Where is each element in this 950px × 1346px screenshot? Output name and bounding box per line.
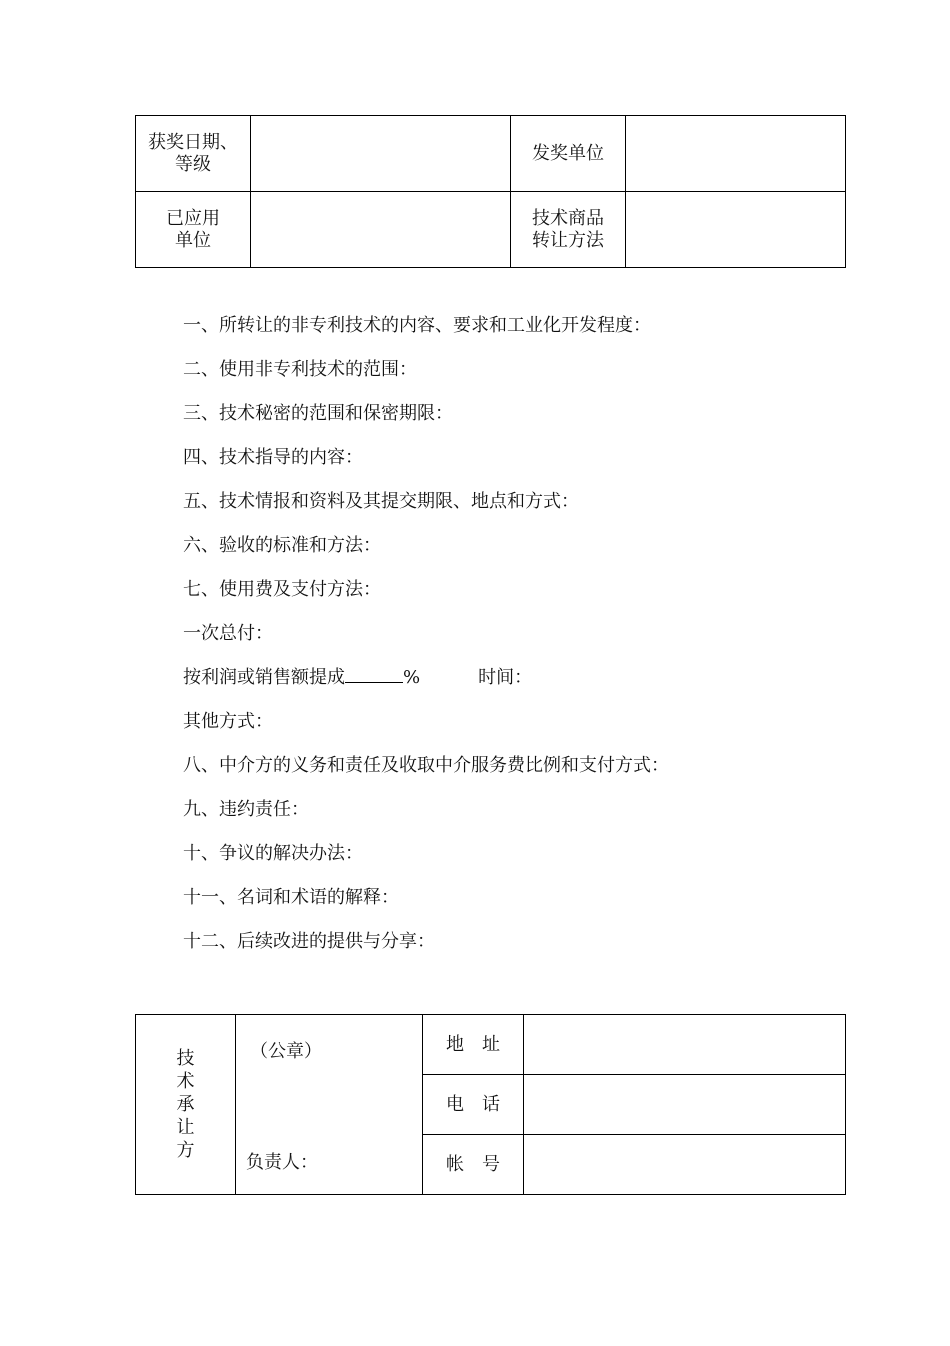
phone-label: 电话: [423, 1075, 524, 1135]
royalty-line: [183, 664, 669, 708]
transferee-table: [135, 1014, 846, 1195]
award-info-table: [135, 115, 846, 268]
table-row: [136, 116, 846, 192]
time-label: 时间：: [478, 667, 533, 688]
award-unit-value-cell[interactable]: [626, 116, 846, 192]
royalty-percent-blank[interactable]: [345, 664, 403, 683]
table-row: [136, 192, 846, 268]
signer-label: 负责人：: [246, 1152, 318, 1173]
award-date-label: 获奖日期、等级: [136, 116, 251, 192]
table-row: [136, 1015, 846, 1075]
applied-units-label: 已应用单位: [136, 192, 251, 268]
account-label: 帐号: [423, 1135, 524, 1195]
phone-value-cell[interactable]: [524, 1075, 846, 1135]
transferee-label: 技术承让方: [136, 1015, 236, 1195]
address-label: 地址: [423, 1015, 524, 1075]
clause-item: 四、技术指导的内容：: [183, 447, 363, 468]
award-date-value-cell[interactable]: [251, 116, 511, 192]
clause-item: 七、使用费及支付方法：: [183, 579, 381, 600]
seal-cell[interactable]: [236, 1015, 423, 1195]
clause-item: 十二、后续改进的提供与分享：: [183, 931, 435, 952]
clause-item: 五、技术情报和资料及其提交期限、地点和方式：: [183, 491, 579, 512]
clause-item: 八、中介方的义务和责任及收取中介服务费比例和支付方式：: [183, 755, 669, 776]
applied-units-value-cell[interactable]: [251, 192, 511, 268]
clause-item: 其他方式：: [183, 711, 273, 732]
transfer-method-value-cell[interactable]: [626, 192, 846, 268]
seal-label: （公章）: [250, 1041, 322, 1062]
clause-item: 六、验收的标准和方法：: [183, 535, 381, 556]
contract-clauses: [183, 312, 669, 972]
clause-item: 一、所转让的非专利技术的内容、要求和工业化开发程度：: [183, 315, 651, 336]
clause-item: 十一、名词和术语的解释：: [183, 887, 399, 908]
transfer-method-label: 技术商品转让方法: [511, 192, 626, 268]
clause-item: 九、违约责任：: [183, 799, 309, 820]
award-unit-label: 发奖单位: [511, 116, 626, 192]
address-value-cell[interactable]: [524, 1015, 846, 1075]
account-value-cell[interactable]: [524, 1135, 846, 1195]
percent-sign: %: [403, 667, 421, 688]
clause-item: 二、使用非专利技术的范围：: [183, 359, 417, 380]
royalty-prefix: 按利润或销售额提成: [183, 667, 345, 688]
clause-item: 三、技术秘密的范围和保密期限：: [183, 403, 453, 424]
clause-item: 十、争议的解决办法：: [183, 843, 363, 864]
clause-item: 一次总付：: [183, 623, 273, 644]
